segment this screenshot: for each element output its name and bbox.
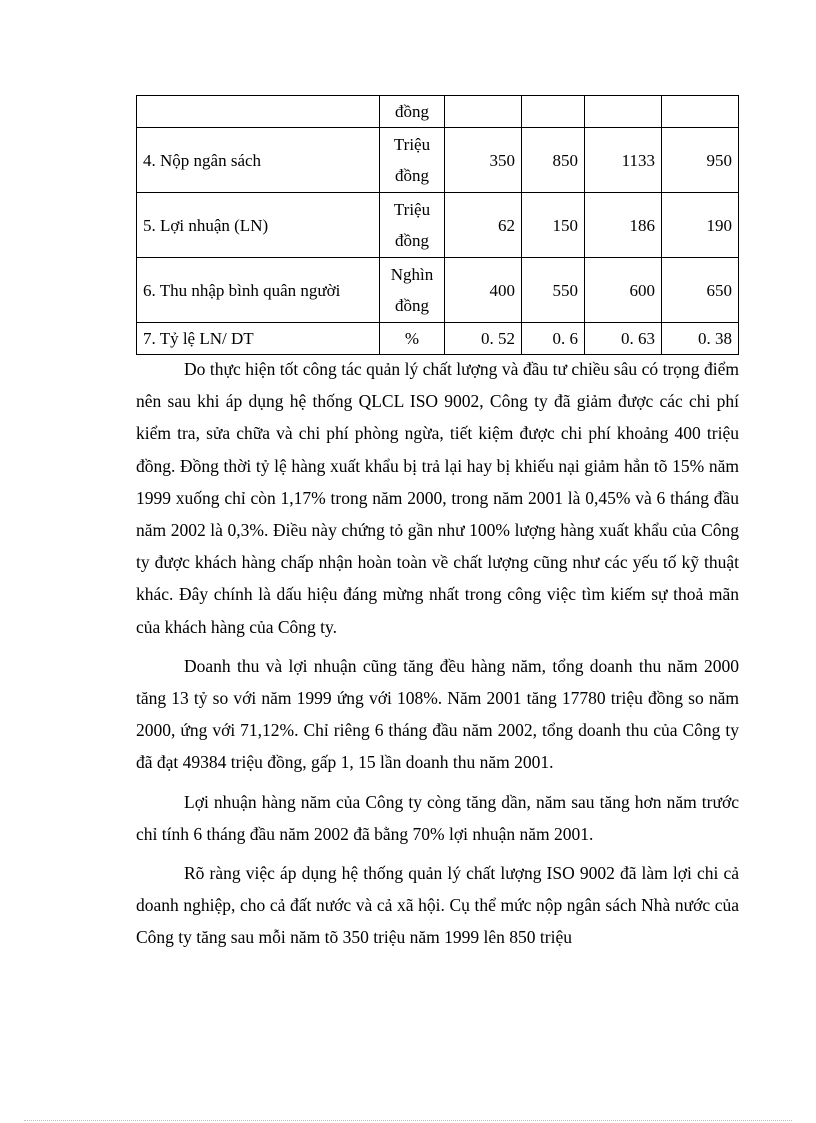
page-bottom-border [24, 1120, 792, 1121]
value-2000 [521, 96, 584, 128]
value-2002: 650 [661, 258, 738, 323]
unit-text: % [404, 329, 420, 348]
unit-text: đồng [395, 102, 429, 121]
value-2001 [585, 96, 662, 128]
unit-text: đồng [395, 231, 429, 250]
unit-text: Triệu [393, 135, 431, 154]
value-2000: 0. 6 [521, 323, 584, 355]
unit-text: đồng [395, 296, 429, 315]
row-unit [380, 193, 445, 258]
paragraph: Do thực hiện tốt công tác quản lý chất lượng và đầu tư chiều sâu có trọng điểm nên sau khi áp dụng hệ thống QLCL ISO 9002, Công ty đã giảm được các chi phí kiểm tra, sửa chữa và chi phí phòng ngừa, tiết kiệm được chi phí khoảng 400 triệu đồng. Đồng thời tỷ lệ hàng xuất khẩu bị trả lại hay bị khiếu nại giảm hẳn tõ 15% năm 1999 xuống chỉ còn 1,17% trong năm 2000, trong năm 2001 là 0,45% và 6 tháng đầu năm 2002 là 0,3%. Điều này chứng tỏ gần như 100% lượng hàng xuất khẩu của Công ty được khách hàng chấp nhận hoàn toàn về chất lượng cũng như các yếu tố kỹ thuật khác. Đây chính là dấu hiệu đáng mừng nhất trong công việc tìm kiếm sự thoả mãn của khách hàng của Công ty. [136, 359, 739, 637]
value-2000: 850 [521, 128, 584, 193]
row-label [137, 96, 380, 128]
unit-text: Triệu [393, 200, 431, 219]
body-text [136, 353, 739, 954]
value-2000: 150 [521, 193, 584, 258]
financial-table [136, 95, 739, 355]
row-label: 7. Tỷ lệ LN/ DT [137, 323, 380, 355]
paragraph: Lợi nhuận hàng năm của Công ty còng tăng dần, năm sau tăng hơn năm trước chỉ tính 6 tháng đầu năm 2002 đã bằng 70% lợi nhuận năm 2001. [136, 791, 739, 844]
row-unit [380, 258, 445, 323]
table-row [137, 323, 739, 355]
row-unit [380, 128, 445, 193]
value-1999: 350 [445, 128, 522, 193]
paragraph: Rõ ràng việc áp dụng hệ thống quản lý chất lượng ISO 9002 đã làm lợi chi cả doanh nghiệp, cho cả đất nước và cả xã hội. Cụ thể mức nộp ngân sách Nhà nước của Công ty tăng sau mỗi năm tõ 350 triệu năm 1999 lên 850 triệu [136, 863, 739, 948]
paragraph: Doanh thu và lợi nhuận cũng tăng đều hàng năm, tổng doanh thu năm 2000 tăng 13 tỷ so với năm 1999 ứng với 108%. Năm 2001 tăng 17780 triệu đồng so năm 2000, ứng với 71,12%. Chỉ riêng 6 tháng đầu năm 2002, tổng doanh thu của Công ty đã đạt 49384 triệu đồng, gấp 1, 15 lần doanh thu năm 2001. [136, 655, 739, 773]
value-1999: 400 [445, 258, 522, 323]
row-label: 6. Thu nhập bình quân người [137, 258, 380, 323]
value-2002: 0. 38 [661, 323, 738, 355]
row-label: 4. Nộp ngân sách [137, 128, 380, 193]
value-2001: 0. 63 [585, 323, 662, 355]
value-2002 [661, 96, 738, 128]
value-1999 [445, 96, 522, 128]
table-row [137, 128, 739, 193]
value-1999: 0. 52 [445, 323, 522, 355]
value-2000: 550 [521, 258, 584, 323]
value-2001: 600 [585, 258, 662, 323]
value-2001: 186 [585, 193, 662, 258]
row-label: 5. Lợi nhuận (LN) [137, 193, 380, 258]
table-row [137, 193, 739, 258]
value-2001: 1133 [585, 128, 662, 193]
unit-text: đồng [395, 166, 429, 185]
table-row [137, 258, 739, 323]
row-unit [380, 96, 445, 128]
table-row [137, 96, 739, 128]
value-2002: 950 [661, 128, 738, 193]
row-unit [380, 323, 445, 355]
value-1999: 62 [445, 193, 522, 258]
unit-text: Nghìn [390, 265, 434, 284]
value-2002: 190 [661, 193, 738, 258]
